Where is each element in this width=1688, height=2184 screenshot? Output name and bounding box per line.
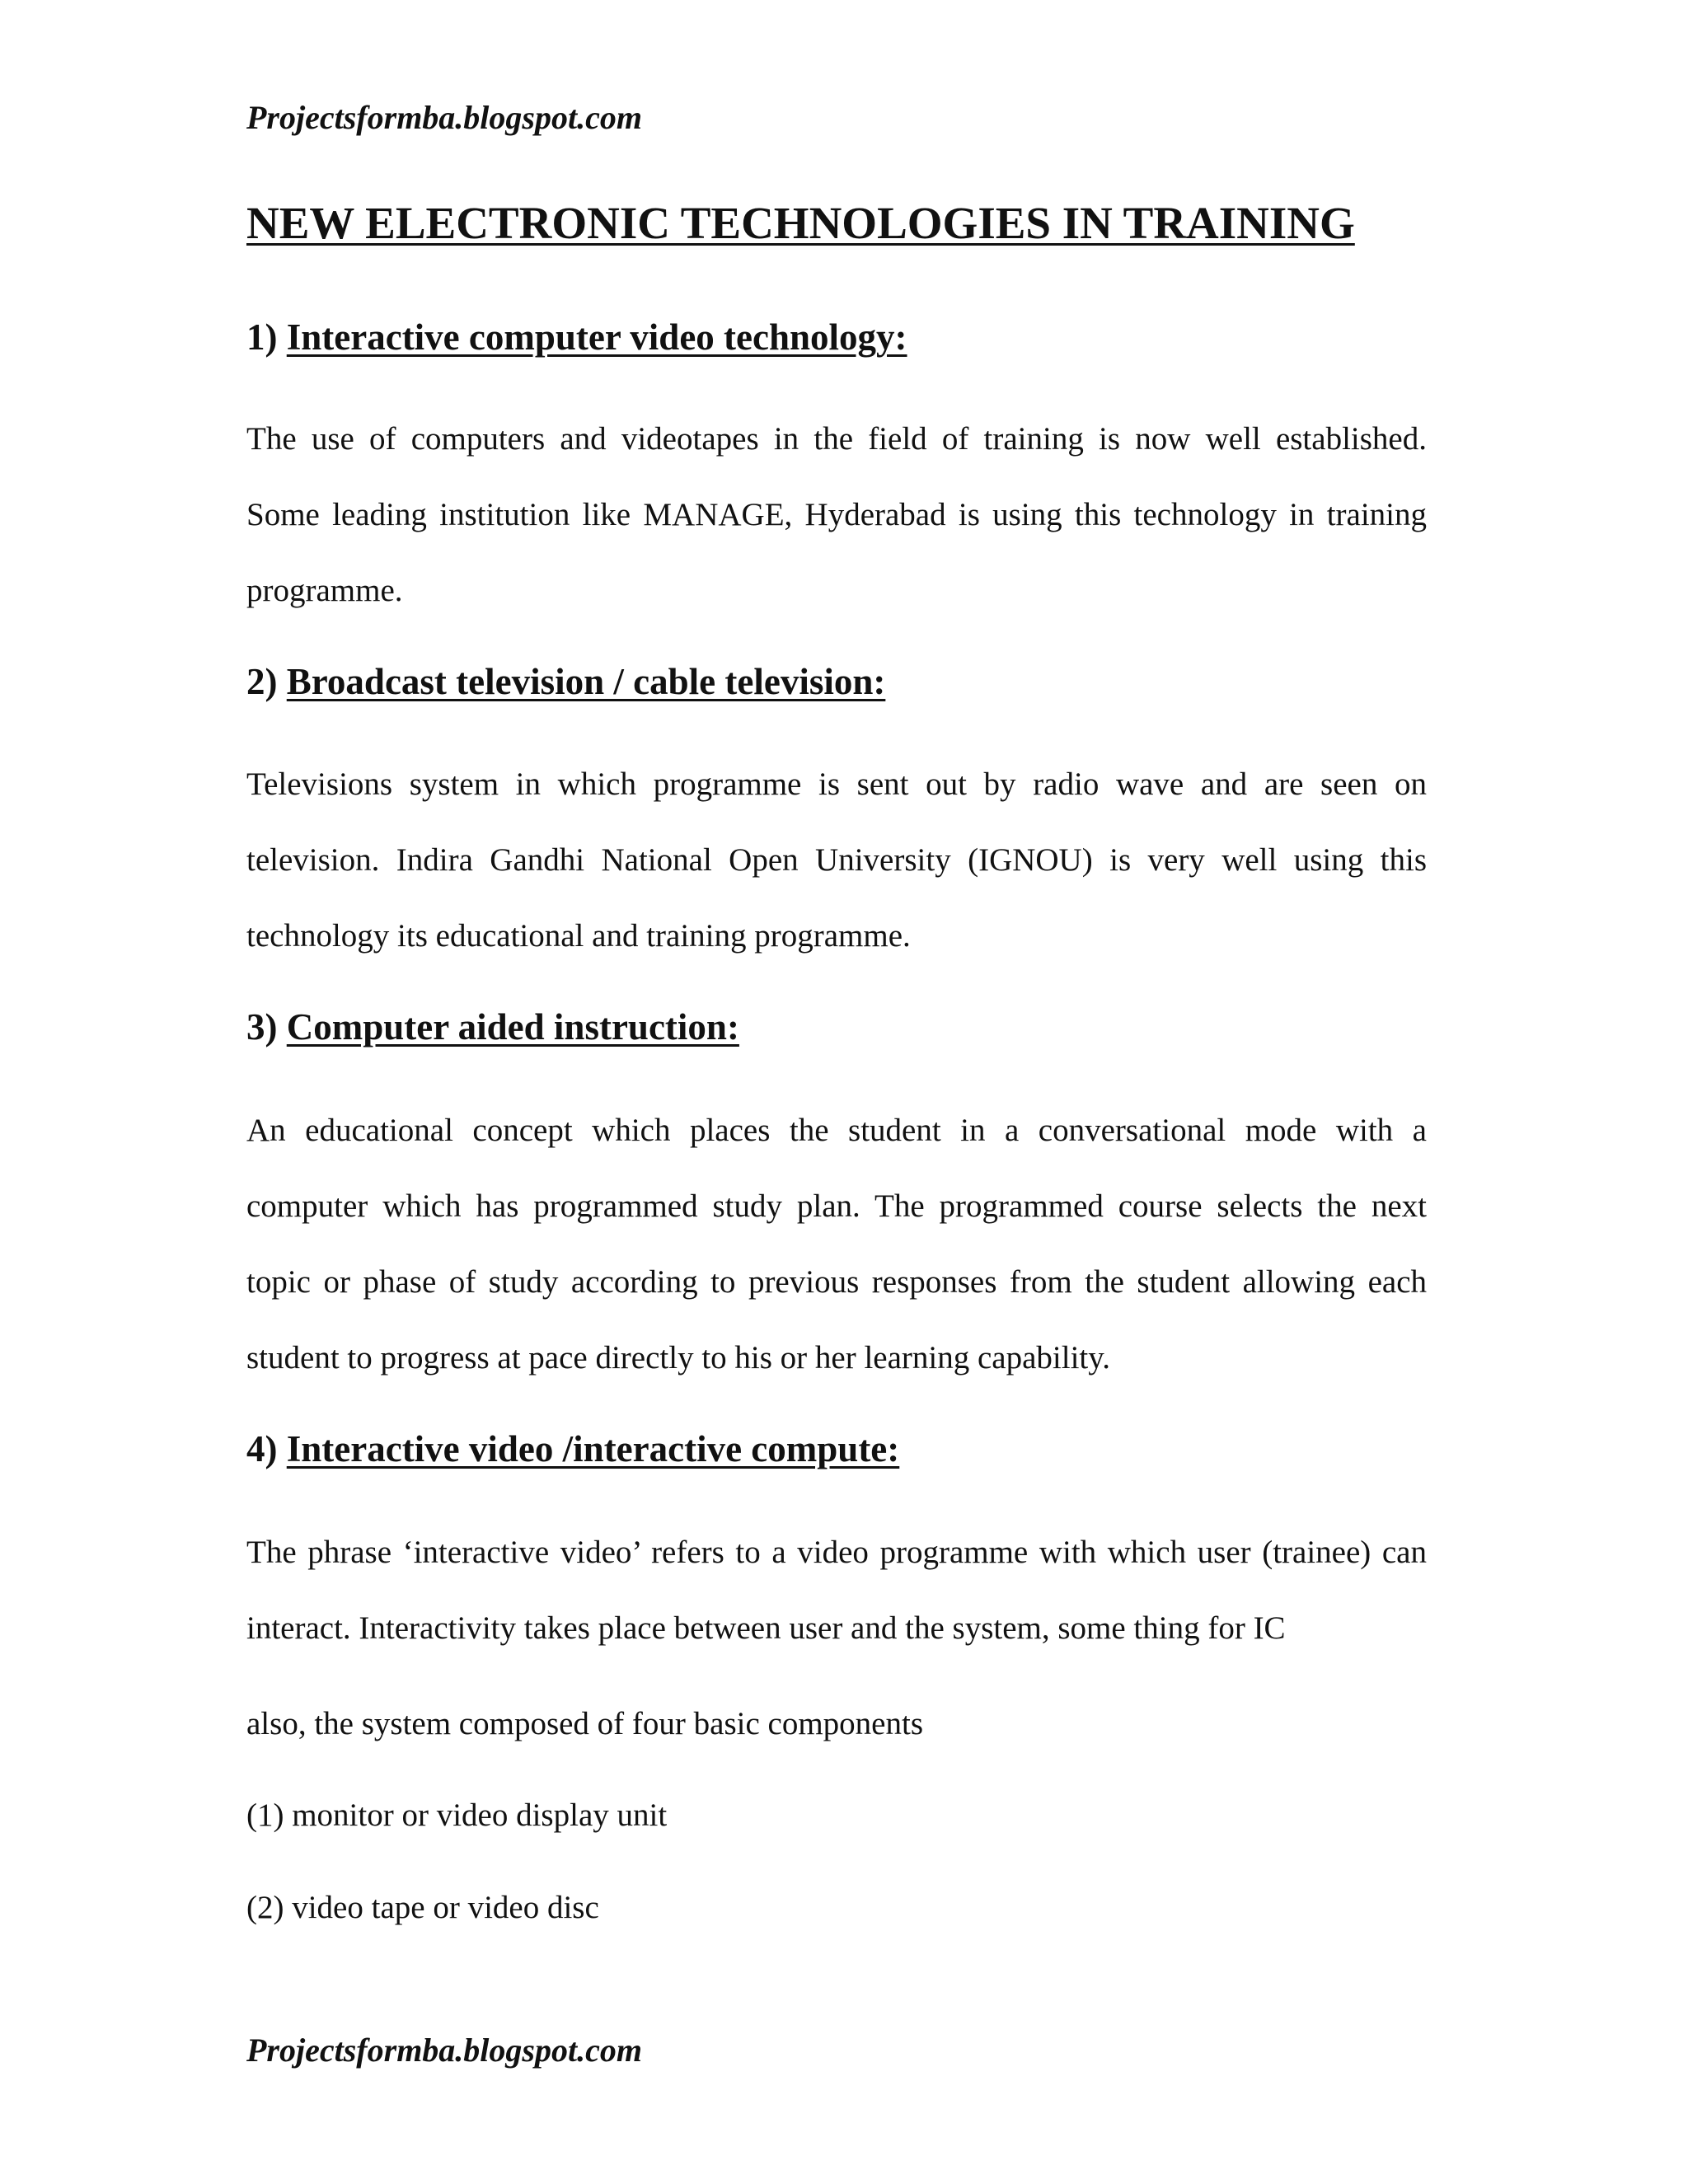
section-1-paragraph [246, 401, 1427, 629]
section-number: 1) [246, 316, 278, 358]
paragraph-line: interact. Interactivity takes place between user and the system, some thing for IC [246, 1610, 1286, 1646]
section-heading-text: Computer aided instruction: [286, 1006, 739, 1047]
section-2-paragraph [246, 747, 1427, 974]
section-3-heading [246, 1006, 739, 1047]
section-2-heading [246, 663, 885, 701]
paragraph-line: An educational concept which places the student in a conversational mode with a [246, 1113, 1427, 1148]
paragraph-line: The use of computers and videotapes in the field of training is now well established. [246, 421, 1427, 457]
section-number: 2) [246, 661, 278, 702]
section-number: 3) [246, 1006, 278, 1047]
paragraph-line: The phrase ‘interactive video’ refers to a video programme with which user (trainee) can [246, 1535, 1427, 1570]
paragraph-line: technology its educational and training programme. [246, 918, 911, 954]
section-4-heading [246, 1428, 900, 1469]
section-4-paragraph [246, 1515, 1427, 1666]
component-item: (1) monitor or video display unit [246, 1797, 668, 1833]
section-heading-text: Interactive computer video technology: [286, 316, 907, 358]
paragraph-line: Some leading institution like MANAGE, Hyderabad is using this technology in training [246, 497, 1427, 532]
page-footer: Projectsformba.blogspot.com [246, 2032, 642, 2069]
paragraph-line: topic or phase of study according to previous responses from the student allowing each [246, 1264, 1427, 1300]
paragraph-line: computer which has programmed study plan. The programmed course selects the next [246, 1188, 1427, 1224]
document-title: NEW ELECTRONIC TECHNOLOGIES IN TRAINING [246, 198, 1355, 248]
components-intro-line: also, the system composed of four basic components [246, 1706, 923, 1741]
paragraph-line: television. Indira Gandhi National Open University (IGNOU) is very well using this [246, 842, 1427, 878]
section-heading-text: Interactive video /interactive compute: [286, 1428, 900, 1469]
paragraph-line: student to progress at pace directly to his or her learning capability. [246, 1340, 1110, 1376]
component-item: (2) video tape or video disc [246, 1890, 599, 1925]
section-heading-text: Broadcast television / cable television: [286, 661, 886, 702]
section-3-paragraph [246, 1093, 1427, 1396]
paragraph-line: Televisions system in which programme is sent out by radio wave and are seen on [246, 766, 1427, 802]
paragraph-line: programme. [246, 573, 403, 608]
section-number: 4) [246, 1428, 278, 1469]
page-header: Projectsformba.blogspot.com [246, 99, 642, 136]
section-1-heading [246, 316, 907, 358]
